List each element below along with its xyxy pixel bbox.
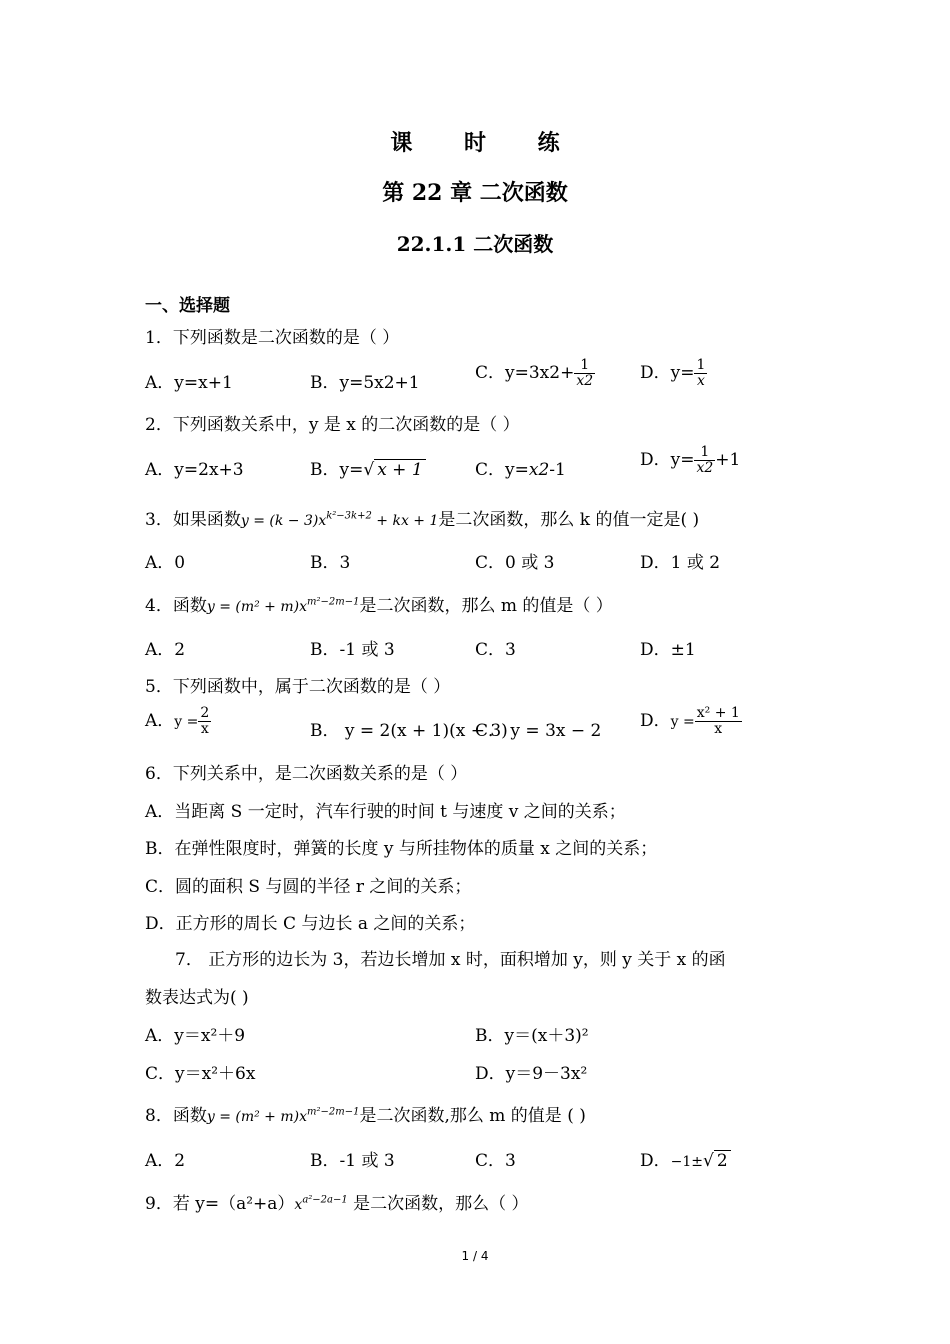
question-4-stem: 4．函数$y = (m^2 + m)x^{m^2-2m-1}$是二次函数，那么 m 的值是（ ） bbox=[145, 596, 613, 616]
q8-option-b: B．-1 或 3 bbox=[310, 1151, 395, 1171]
question-7-stem-line2: 数表达式为( ) bbox=[145, 988, 249, 1008]
q4-option-a: A．2 bbox=[145, 640, 186, 660]
q5-option-c: C． y = 3x − 2 bbox=[475, 721, 602, 741]
q3-option-c: C．0 或 3 bbox=[475, 553, 555, 573]
q3-option-a: A．0 bbox=[145, 553, 186, 573]
section-title: 22.1.1 二次函数 bbox=[396, 232, 554, 256]
q1-option-a: A．y=x+1 bbox=[145, 373, 233, 393]
question-9-stem: 9．若 $y=(a^2+a)x^{a^2-2a-1}$ 是二次函数，那么（ ） bbox=[145, 1194, 529, 1214]
q7-option-d: D．y＝9－3x² bbox=[475, 1064, 588, 1084]
question-5-stem: 5．下列函数中，属于二次函数的是（ ） bbox=[145, 677, 451, 697]
q5-option-a: A．y = $\frac{2}{x}$ bbox=[145, 705, 210, 737]
question-8-stem: 8．函数$y = (m^2 + m)x^{m^2-2m-1}$是二次函数,那么 m 的值是 ( ) bbox=[145, 1106, 586, 1126]
q1-option-c: C．y=3x2+ $\frac{1}{x2}$ bbox=[475, 357, 594, 389]
q4-option-b: B．-1 或 3 bbox=[310, 640, 395, 660]
page-number: 1 / 4 bbox=[461, 1249, 489, 1263]
page-title: 课 时 练 bbox=[390, 130, 582, 156]
q5-option-b: B． y = 2(x + 1)(x − 3) bbox=[310, 721, 508, 741]
q2-option-d: D．y= $\frac{1}{x2}$ +1 bbox=[640, 444, 741, 476]
q6-option-c: C．圆的面积 S 与圆的半径 r 之间的关系； bbox=[145, 877, 472, 897]
q3-option-d: D．1 或 2 bbox=[640, 553, 721, 573]
q2-option-a: A．y=2x+3 bbox=[145, 460, 244, 480]
q6-option-d: D．正方形的周长 C 与边长 a 之间的关系； bbox=[145, 914, 476, 934]
chapter-title: 第 22 章 二次函数 bbox=[382, 180, 568, 206]
q5-option-d: D．y = $\frac{\text{x² + 1}}{x}$ bbox=[640, 705, 740, 737]
q8-option-d: D．−1±√ 2 bbox=[640, 1146, 731, 1171]
q6-option-a: A．当距离 S 一定时，汽车行驶的时间 t 与速度 v 之间的关系； bbox=[145, 802, 626, 822]
q2-option-b: B．y=√ x + 1 bbox=[310, 455, 426, 480]
q3-option-b: B．3 bbox=[310, 553, 351, 573]
question-3-stem: 3．如果函数$y = (k - 3)x^{k^2-3k+2}$ + kx + 1是二次函数，那么 k 的值一定是( ) bbox=[145, 510, 700, 530]
q4-option-c: C．3 bbox=[475, 640, 516, 660]
q1-option-d: D．y= $\frac{1}{x}$ bbox=[640, 357, 706, 389]
question-1-stem: 1．下列函数是二次函数的是（ ） bbox=[145, 328, 400, 348]
section-heading: 一、选择题 bbox=[145, 296, 230, 316]
q6-option-b: B．在弹性限度时，弹簧的长度 y 与所挂物体的质量 x 之间的关系； bbox=[145, 839, 658, 859]
q1-option-b: B．y=5x2+1 bbox=[310, 373, 420, 393]
q7-option-a: A．y＝x²＋9 bbox=[145, 1026, 246, 1046]
question-6-stem: 6．下列关系中，是二次函数关系的是（ ） bbox=[145, 764, 468, 784]
q8-option-c: C．3 bbox=[475, 1151, 516, 1171]
question-2-stem: 2．下列函数关系中，y 是 x 的二次函数的是（ ） bbox=[145, 415, 520, 435]
q8-option-a: A．2 bbox=[145, 1151, 186, 1171]
q2-option-c: C．y=x2-1 bbox=[475, 460, 566, 480]
q4-option-d: D．±1 bbox=[640, 640, 696, 660]
q7-option-c: C．y＝x²＋6x bbox=[145, 1064, 256, 1084]
q7-option-b: B．y＝(x＋3)² bbox=[475, 1026, 589, 1046]
question-7-stem-line1: 7． 正方形的边长为 3，若边长增加 x 时，面积增加 y，则 y 关于 x 的函 bbox=[175, 950, 726, 970]
